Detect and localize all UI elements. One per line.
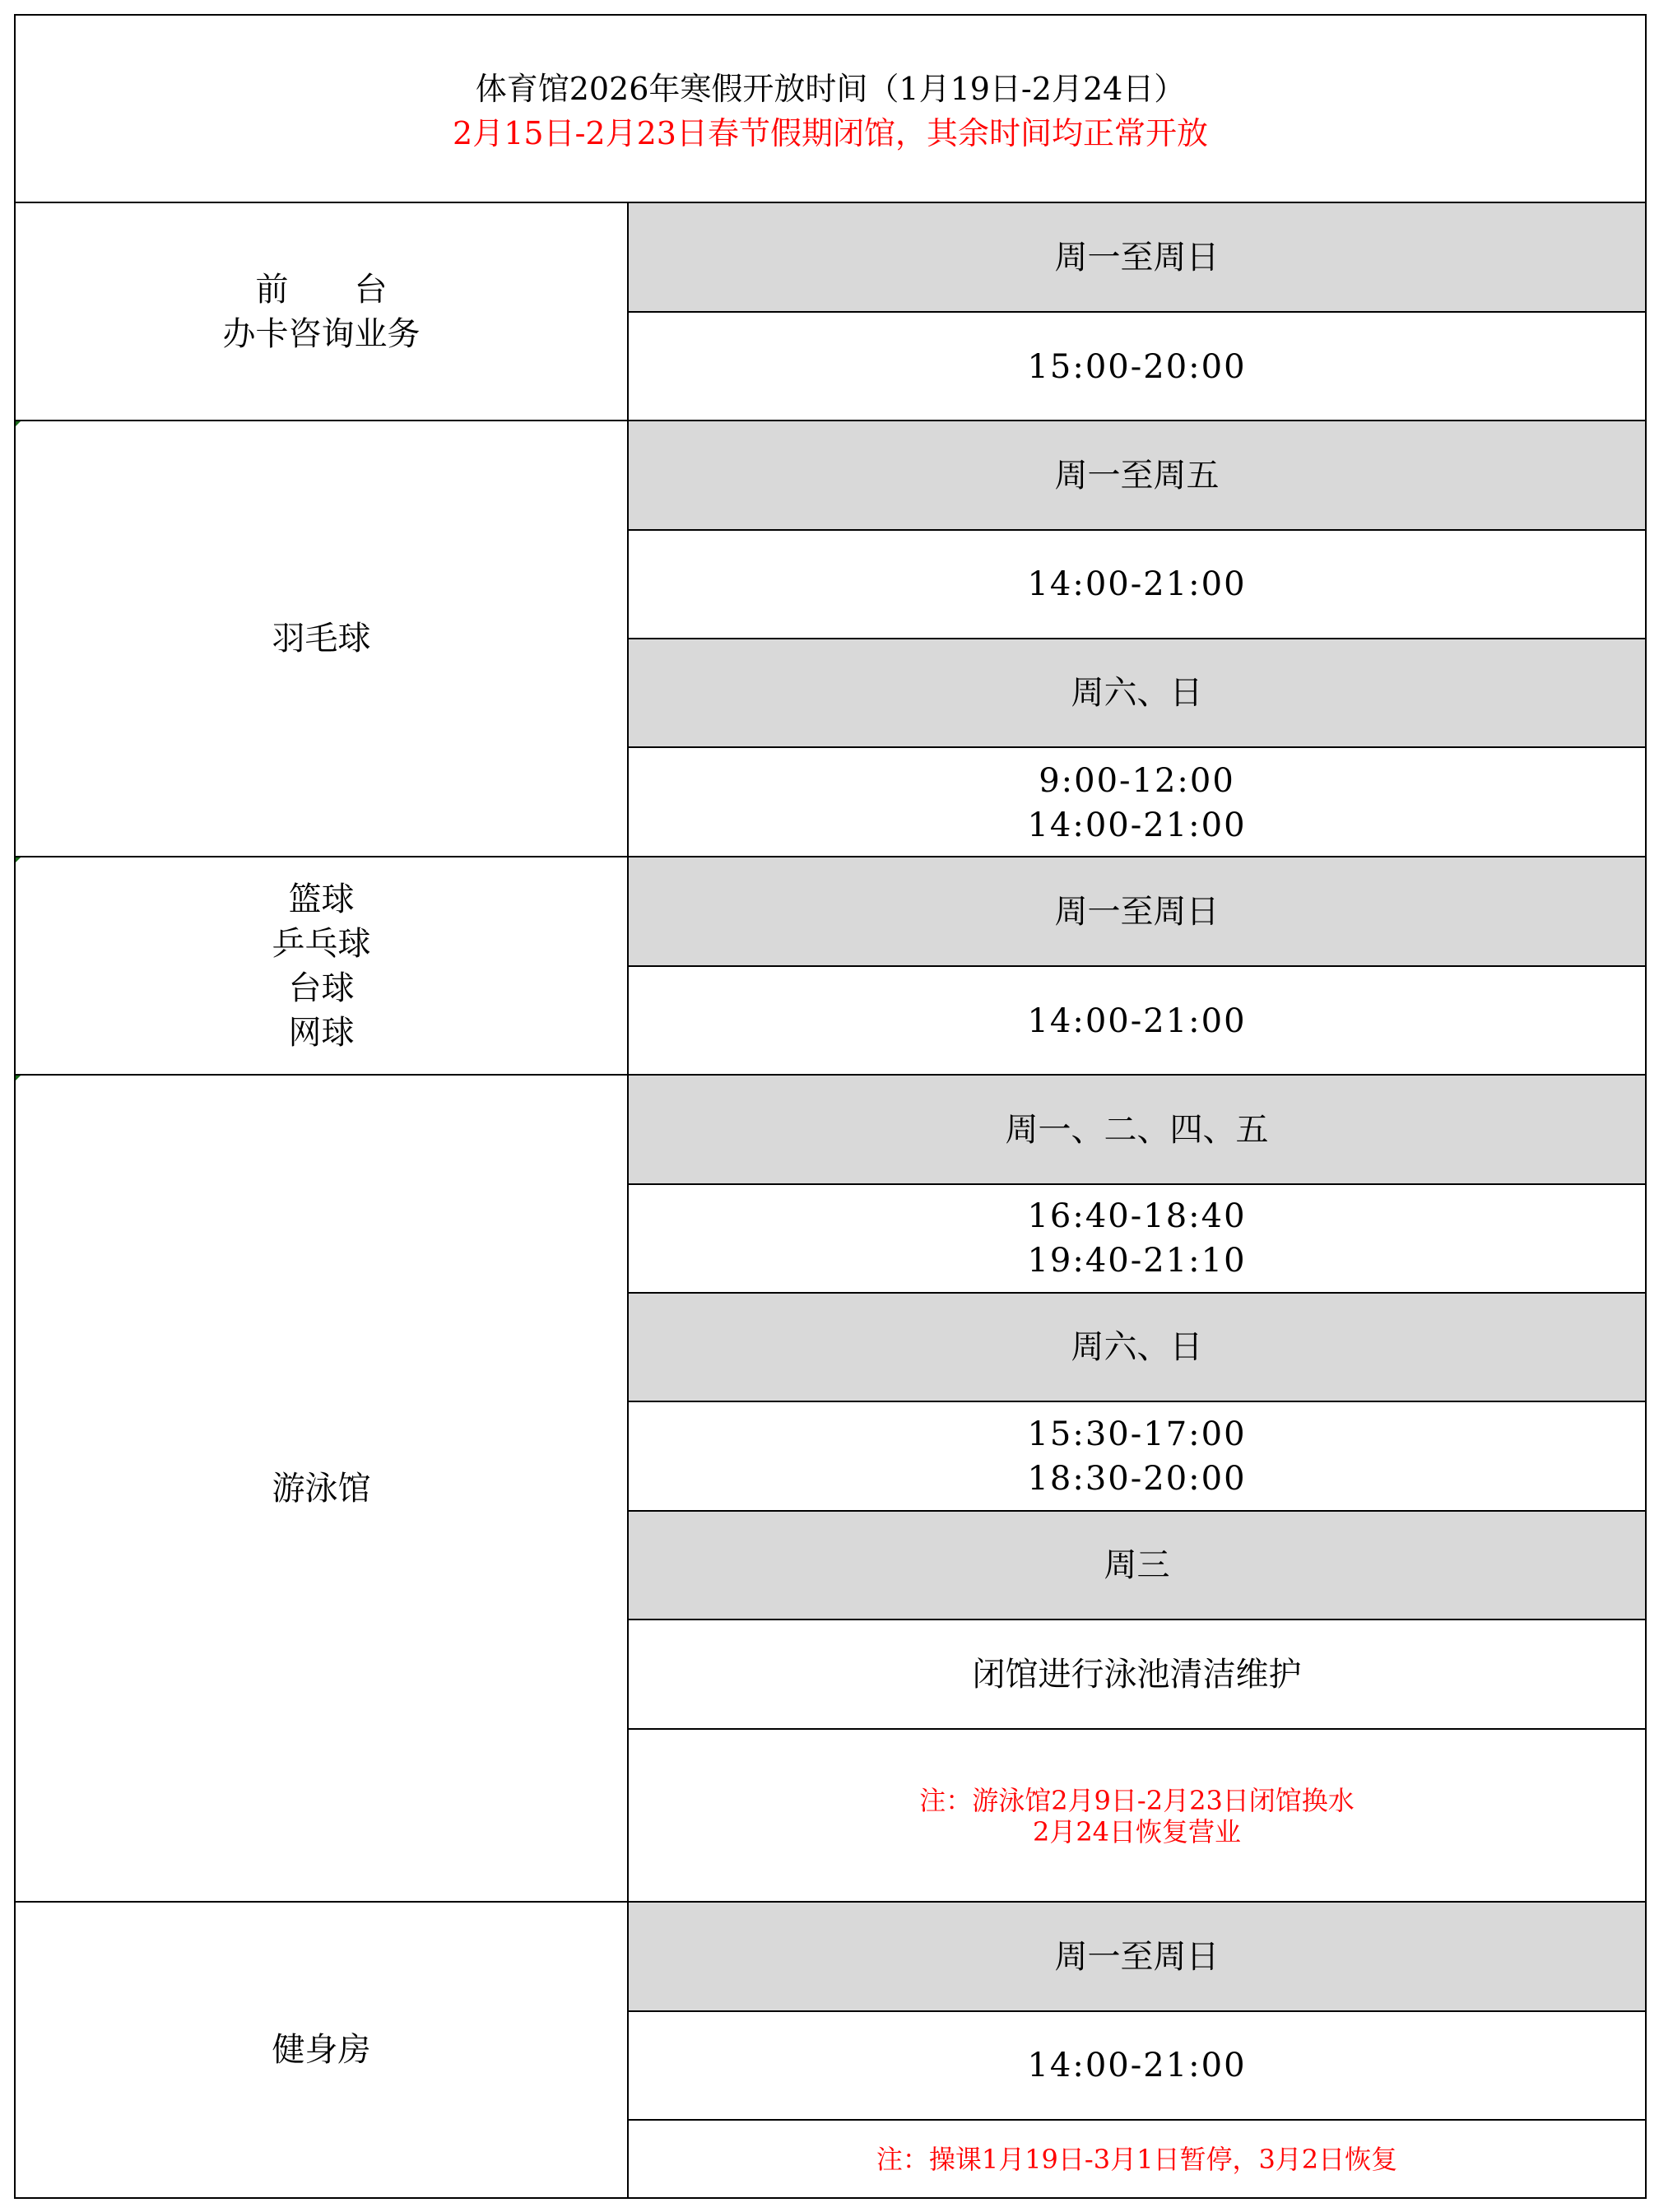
hours-cell bbox=[629, 1620, 1645, 1730]
note-cell bbox=[629, 1730, 1645, 1903]
swimming-note: 2月24日恢复营业 bbox=[1032, 1816, 1242, 1847]
venue-name: 台球 bbox=[288, 969, 355, 1007]
days-header bbox=[629, 1903, 1645, 2012]
hours-value: 19:40-21:10 bbox=[1027, 1242, 1247, 1280]
venue-name-cell bbox=[16, 1076, 629, 1901]
days-header bbox=[629, 421, 1645, 531]
table-title-cell bbox=[16, 16, 1645, 203]
hours-cell bbox=[629, 2012, 1645, 2121]
holiday-closure-notice: 2月15日-2月23日春节假期闭馆，其余时间均正常开放 bbox=[453, 115, 1208, 151]
hours-cell bbox=[629, 1185, 1645, 1294]
days-label: 周六、日 bbox=[1071, 1328, 1203, 1366]
venue-name-cell bbox=[16, 1903, 629, 2197]
days-label: 周一至周日 bbox=[1054, 1937, 1220, 1976]
venue-group-badminton bbox=[16, 421, 1645, 857]
hours-value: 14:00-21:00 bbox=[1027, 1002, 1247, 1040]
hours-cell bbox=[629, 748, 1645, 857]
venue-group-gym bbox=[16, 1903, 1645, 2197]
days-label: 周一、二、四、五 bbox=[1005, 1110, 1269, 1149]
venue-name: 游泳馆 bbox=[272, 1469, 371, 1508]
venue-name: 篮球 bbox=[288, 880, 355, 918]
hours-value: 16:40-18:40 bbox=[1027, 1197, 1247, 1235]
cell-comment-marker bbox=[16, 421, 21, 426]
days-header bbox=[629, 203, 1645, 313]
venue-name-sub: 办卡咨询业务 bbox=[222, 314, 421, 353]
venue-name: 前 台 bbox=[255, 270, 388, 309]
days-header bbox=[629, 1076, 1645, 1185]
days-header bbox=[629, 639, 1645, 748]
swimming-note: 注：游泳馆2月9日-2月23日闭馆换水 bbox=[919, 1785, 1355, 1816]
venue-group-ball-games bbox=[16, 857, 1645, 1076]
venue-name: 网球 bbox=[288, 1013, 355, 1052]
days-header bbox=[629, 1512, 1645, 1620]
days-label: 周三 bbox=[1104, 1546, 1170, 1584]
venue-name: 健身房 bbox=[272, 2031, 371, 2069]
hours-cell bbox=[629, 1402, 1645, 1512]
days-label: 周一至周日 bbox=[1054, 892, 1220, 931]
days-label: 周六、日 bbox=[1071, 674, 1203, 712]
days-header bbox=[629, 1294, 1645, 1402]
venue-name-cell bbox=[16, 421, 629, 856]
venue-group-front-desk bbox=[16, 203, 1645, 421]
days-header bbox=[629, 857, 1645, 967]
days-label: 周一至周日 bbox=[1054, 238, 1220, 276]
page-title: 体育馆2026年寒假开放时间（1月19日-2月24日） bbox=[475, 71, 1186, 107]
venue-name: 乒乓球 bbox=[272, 924, 371, 963]
hours-value: 9:00-12:00 bbox=[1039, 761, 1235, 800]
cell-comment-marker bbox=[16, 1076, 21, 1080]
hours-value: 14:00-21:00 bbox=[1027, 2047, 1247, 2084]
hours-cell bbox=[629, 531, 1645, 639]
hours-value: 闭馆进行泳池清洁维护 bbox=[972, 1655, 1302, 1694]
hours-cell bbox=[629, 967, 1645, 1076]
venue-name: 羽毛球 bbox=[272, 620, 371, 658]
days-label: 周一至周五 bbox=[1054, 456, 1220, 495]
hours-value: 15:30-17:00 bbox=[1027, 1415, 1247, 1453]
hours-value: 14:00-21:00 bbox=[1027, 806, 1247, 844]
venue-group-swimming bbox=[16, 1076, 1645, 1903]
hours-value: 15:00-20:00 bbox=[1027, 348, 1247, 386]
schedule-table bbox=[14, 14, 1647, 2199]
hours-value: 18:30-20:00 bbox=[1027, 1459, 1247, 1498]
venue-name-cell bbox=[16, 857, 629, 1074]
gym-note: 注：操课1月19日-3月1日暂停，3月2日恢复 bbox=[876, 2143, 1398, 2175]
hours-value: 14:00-21:00 bbox=[1027, 565, 1247, 603]
venue-name-cell bbox=[16, 203, 629, 420]
note-cell bbox=[629, 2121, 1645, 2197]
hours-cell bbox=[629, 313, 1645, 421]
cell-comment-marker bbox=[16, 857, 21, 862]
